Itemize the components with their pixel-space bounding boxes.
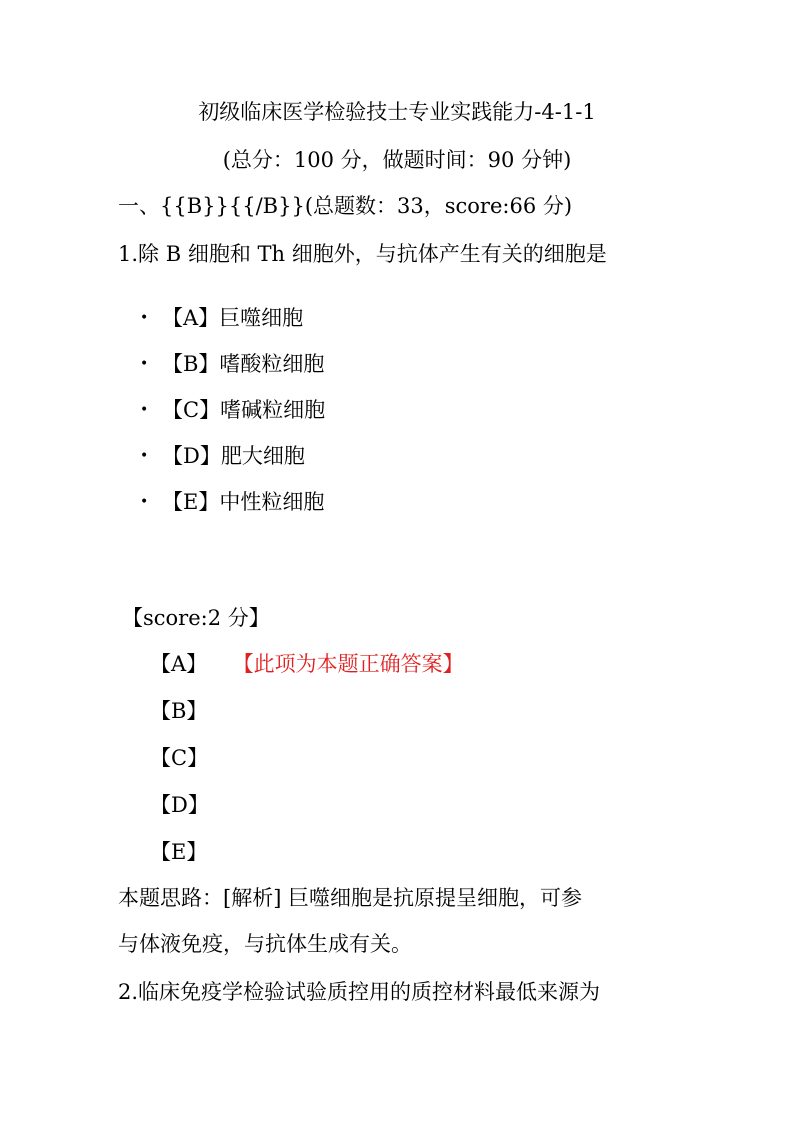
option-label: 【A】巨噬细胞 (162, 306, 304, 330)
option-label: 【B】嗜酸粒细胞 (162, 352, 325, 376)
answer-a (150, 650, 464, 697)
question-1-stem: 1.除 B 细胞和 Th 细胞外，与抗体产生有关的细胞是 (118, 242, 607, 266)
option-label: 【E】中性粒细胞 (162, 490, 325, 514)
question-1-analysis-line-2: 与体液免疫，与抗体生成有关。 (118, 932, 412, 956)
option-c (140, 396, 325, 442)
option-b (140, 350, 325, 396)
bullet-icon: • (140, 356, 149, 372)
question-2-stem: 2.临床免疫学检验试验质控用的质控材料最低来源为 (118, 980, 601, 1004)
bullet-icon: • (140, 310, 149, 326)
document-subtitle: (总分：100 分，做题时间：90 分钟) (222, 148, 572, 172)
section-heading: 一、{{B}}{{/B}}(总题数：33，score:66 分) (118, 194, 573, 218)
answer-label: 【C】 (150, 746, 209, 770)
answer-b (150, 697, 464, 744)
correct-answer-mark: 【此项为本题正确答案】 (243, 652, 464, 676)
option-label: 【D】肥大细胞 (162, 444, 305, 468)
answer-d (150, 791, 464, 838)
document-title: 初级临床医学检验技士专业实践能力-4-1-1 (198, 100, 596, 124)
answer-label: 【E】 (150, 840, 208, 864)
option-a (140, 304, 325, 350)
question-1-analysis-line-1: 本题思路：[解析] 巨噬细胞是抗原提呈细胞，可参 (118, 886, 583, 910)
question-1-options (140, 304, 325, 534)
bullet-icon: • (140, 448, 149, 464)
option-label: 【C】嗜碱粒细胞 (162, 398, 326, 422)
answer-c (150, 744, 464, 791)
bullet-icon: • (140, 494, 149, 510)
answer-label: 【B】 (150, 699, 208, 723)
option-e (140, 488, 325, 534)
question-1-score: 【score:2 分】 (122, 606, 270, 630)
answer-label: 【A】 (150, 652, 208, 676)
option-d (140, 442, 325, 488)
answer-e (150, 838, 464, 885)
question-1-answers (150, 650, 464, 885)
answer-label: 【D】 (150, 793, 209, 817)
bullet-icon: • (140, 402, 149, 418)
